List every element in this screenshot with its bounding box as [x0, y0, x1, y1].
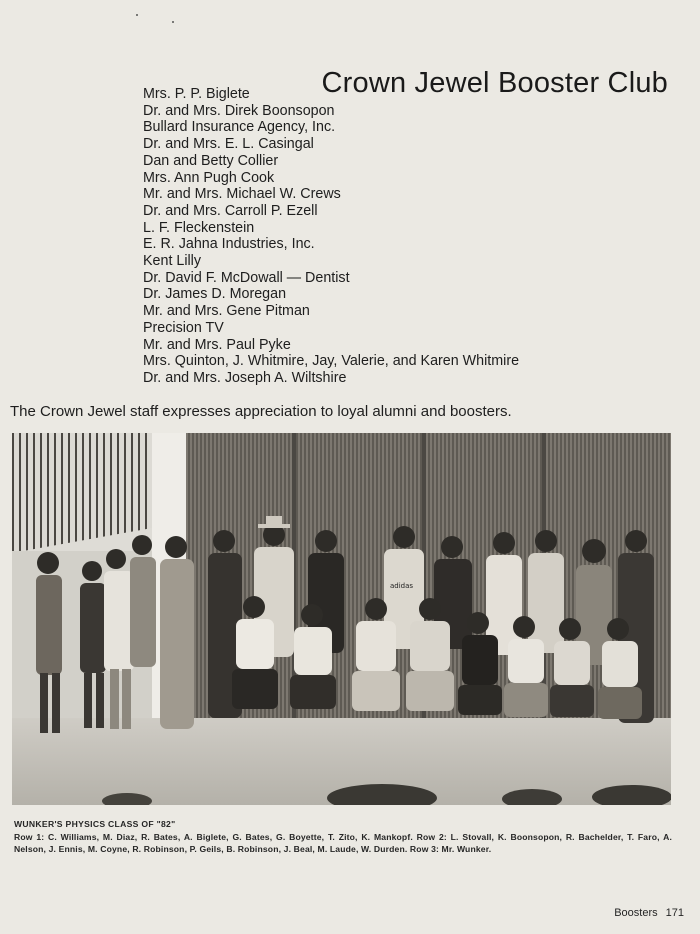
- page-number: 171: [665, 907, 684, 919]
- booster-name: Dr. and Mrs. Carroll P. Ezell: [143, 202, 318, 219]
- booster-name: Dr. James D. Moregan: [143, 286, 287, 303]
- booster-name: Mr. and Mrs. Gene Pitman: [143, 303, 310, 320]
- booster-name: Mrs. Quinton, J. Whitmire, Jay, Valerie, and Karen Whitmire: [143, 353, 520, 370]
- photo-caption: [14, 818, 672, 856]
- caption-text: Row 1: C. Williams, M. Diaz, R. Bates, A. Biglete, G. Bates, G. Boyette, T. Zito, K. Mankopf. Row 2: L. Stovall, K. Boonsopon, R. Bachelder, T. Faro, A. Nelson, J. Ennis, M. Coyne, R. Robinson, P. Geils, B. Robinson, J. Beal, M. Laude, W. Durden. Row 3: Mr. Wunker.: [14, 831, 672, 855]
- booster-name: E. R. Jahna Industries, Inc.: [143, 236, 315, 253]
- booster-name: Mr. and Mrs. Paul Pyke: [143, 336, 291, 353]
- shirt-logo-text: adidas: [390, 582, 414, 590]
- class-photo: [12, 433, 671, 805]
- booster-name: Dr. David F. McDowall — Dentist: [143, 269, 350, 286]
- print-speck: [136, 14, 138, 16]
- booster-name: Kent Lilly: [143, 253, 202, 270]
- booster-list: [143, 86, 519, 387]
- page-title: Crown Jewel Booster Club: [321, 67, 668, 100]
- print-speck: [172, 21, 174, 23]
- appreciation-note: The Crown Jewel staff expresses appreciation to loyal alumni and boosters.: [10, 403, 512, 420]
- booster-name: Mrs. P. P. Biglete: [143, 86, 250, 102]
- booster-name: Dan and Betty Collier: [143, 152, 279, 169]
- section-name: Boosters: [614, 907, 658, 919]
- booster-name: Mrs. Ann Pugh Cook: [143, 169, 275, 186]
- booster-name: Dr. and Mrs. E. L. Casingal: [143, 136, 314, 153]
- caption-heading: WUNKER'S PHYSICS CLASS OF "82": [14, 819, 176, 829]
- class-photo-image: [12, 433, 671, 805]
- booster-name: Bullard Insurance Agency, Inc.: [143, 119, 336, 136]
- booster-name: L. F. Fleckenstein: [143, 219, 255, 236]
- page-footer: [614, 907, 684, 919]
- booster-name: Precision TV: [143, 319, 224, 336]
- booster-name: Dr. and Mrs. Direk Boonsopon: [143, 102, 335, 119]
- booster-name: Mr. and Mrs. Michael W. Crews: [143, 186, 341, 203]
- booster-name: Dr. and Mrs. Joseph A. Wiltshire: [143, 369, 347, 386]
